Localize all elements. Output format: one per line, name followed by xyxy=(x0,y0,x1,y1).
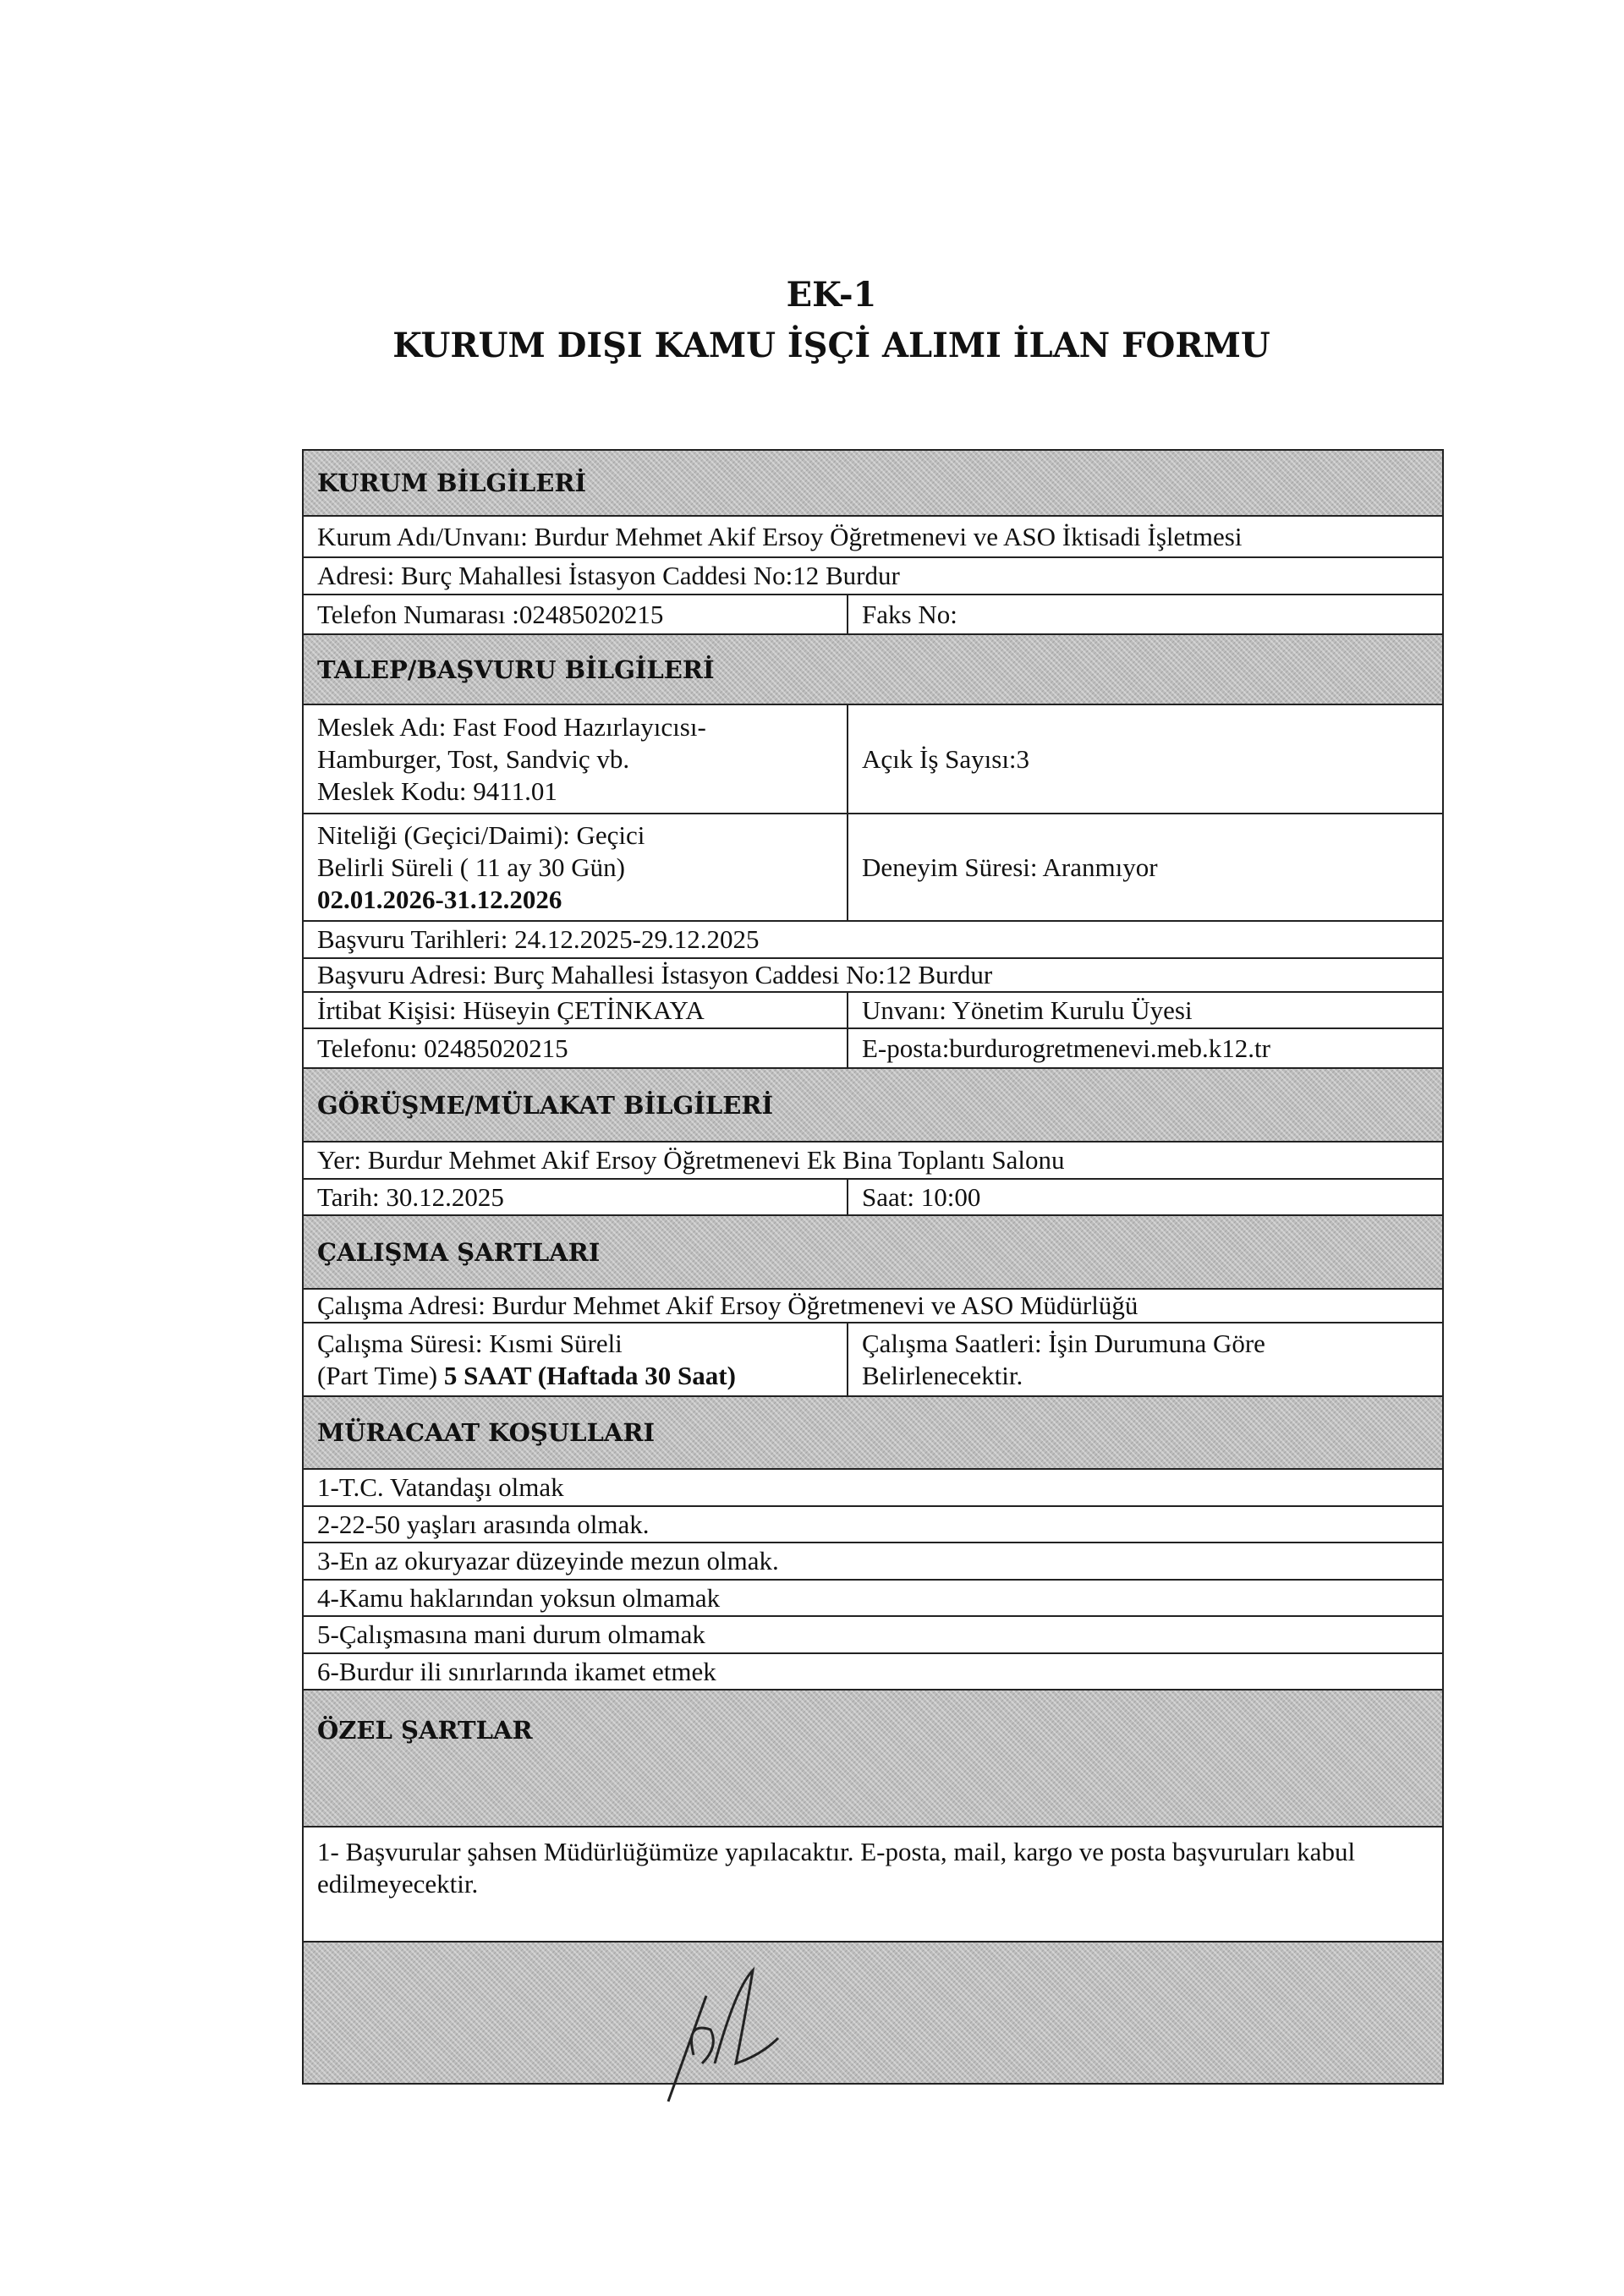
irtibat-eposta: E-posta:burdurogretmenevi.meb.k12.tr xyxy=(862,1033,1270,1063)
signature-area xyxy=(304,1943,1442,2083)
meslek-adi: Meslek Adı: Fast Food Hazırlayıcısı- xyxy=(317,711,706,742)
nitelik-sure: Belirli Süreli ( 11 ay 30 Gün) xyxy=(317,852,625,882)
gorusme-tarih: Tarih: 30.12.2025 xyxy=(304,1180,848,1214)
section-header-gorusme: GÖRÜŞME/MÜLAKAT BİLGİLERİ xyxy=(304,1069,1442,1143)
calisma-adresi: Çalışma Adresi: Burdur Mehmet Akif Ersoy Öğretmenevi ve ASO Müdürlüğü xyxy=(317,1290,1138,1320)
calisma-saatleri: Çalışma Saatleri: İşin Durumuna Göre xyxy=(862,1328,1265,1358)
part-time-label: (Part Time) xyxy=(317,1360,444,1390)
gorusme-saat: Saat: 10:00 xyxy=(862,1181,981,1212)
kosul-item: 5-Çalışmasına mani durum olmamak xyxy=(317,1619,705,1649)
section-header-muracaat: MÜRACAAT KOŞULLARI xyxy=(304,1397,1442,1470)
calisma-suresi-cell xyxy=(304,1323,848,1395)
kosul-item: 4-Kamu haklarından yoksun olmamak xyxy=(317,1582,721,1613)
nitelik-tarihler: 02.01.2026-31.12.2026 xyxy=(317,884,562,914)
kurum-faks: Faks No: xyxy=(862,599,957,629)
meslek-adi-cont: Hamburger, Tost, Sandviç vb. xyxy=(317,743,630,774)
kurum-adres: Adresi: Burç Mahallesi İstasyon Caddesi No:12 Burdur xyxy=(317,561,900,590)
calisma-saat-bold: 5 SAAT (Haftada 30 Saat) xyxy=(443,1360,736,1390)
basvuru-adresi: Başvuru Adresi: Burç Mahallesi İstasyon Caddesi No:12 Burdur xyxy=(317,960,993,989)
signature-icon xyxy=(660,1962,795,2106)
irtibat-unvan: Unvanı: Yönetim Kurulu Üyesi xyxy=(862,995,1193,1025)
kurum-telefon: Telefon Numarası :02485020215 xyxy=(304,595,848,633)
ozel-sart-text: 1- Başvurular şahsen Müdürlüğümüze yapılacaktır. E-posta, mail, kargo ve posta başvuruları kabul edilmeyecektir. xyxy=(317,1837,1356,1899)
announcement-form xyxy=(302,449,1444,2085)
section-header-calisma: ÇALIŞMA ŞARTLARI xyxy=(304,1216,1442,1290)
section-header-kurum: KURUM BİLGİLERİ xyxy=(304,451,1442,517)
irtibat-telefon: Telefonu: 02485020215 xyxy=(304,1029,848,1067)
form-title: KURUM DIŞI KAMU İŞÇİ ALIMI İLAN FORMU xyxy=(392,326,1270,365)
section-header-ozel: ÖZEL ŞARTLAR xyxy=(304,1690,1442,1827)
nitelik: Niteliği (Geçici/Daimi): Geçici xyxy=(317,819,645,850)
form-annex-label: EK-1 xyxy=(786,275,877,315)
meslek-cell xyxy=(304,705,848,813)
basvuru-tarihleri: Başvuru Tarihleri: 24.12.2025-29.12.2025 xyxy=(317,924,760,954)
calisma-suresi: Çalışma Süresi: Kısmi Süreli xyxy=(317,1328,623,1358)
kurum-adi: Kurum Adı/Unvanı: Burdur Mehmet Akif Ersoy Öğretmenevi ve ASO İktisadi İşletmesi xyxy=(317,521,1243,551)
kosul-item: 2-22-50 yaşları arasında olmak. xyxy=(317,1509,650,1539)
section-header-talep: TALEP/BAŞVURU BİLGİLERİ xyxy=(304,635,1442,705)
meslek-kodu: Meslek Kodu: 9411.01 xyxy=(317,775,557,806)
kosul-item: 1-T.C. Vatandaşı olmak xyxy=(317,1472,564,1502)
calisma-saatleri-cell xyxy=(848,1323,1442,1395)
deneyim-suresi: Deneyim Süresi: Aranmıyor xyxy=(862,852,1158,882)
kosul-item: 6-Burdur ili sınırlarında ikamet etmek xyxy=(317,1656,716,1686)
irtibat-kisisi: İrtibat Kişisi: Hüseyin ÇETİNKAYA xyxy=(304,993,848,1027)
acik-is-sayisi: Açık İş Sayısı:3 xyxy=(862,743,1030,774)
nitelik-cell xyxy=(304,814,848,920)
calisma-saatleri-cont: Belirlenecektir. xyxy=(862,1360,1023,1390)
gorusme-yer: Yer: Burdur Mehmet Akif Ersoy Öğretmenevi Ek Bina Toplantı Salonu xyxy=(317,1145,1065,1175)
kosul-item: 3-En az okuryazar düzeyinde mezun olmak. xyxy=(317,1546,779,1575)
calisma-suresi-detay xyxy=(317,1360,833,1392)
